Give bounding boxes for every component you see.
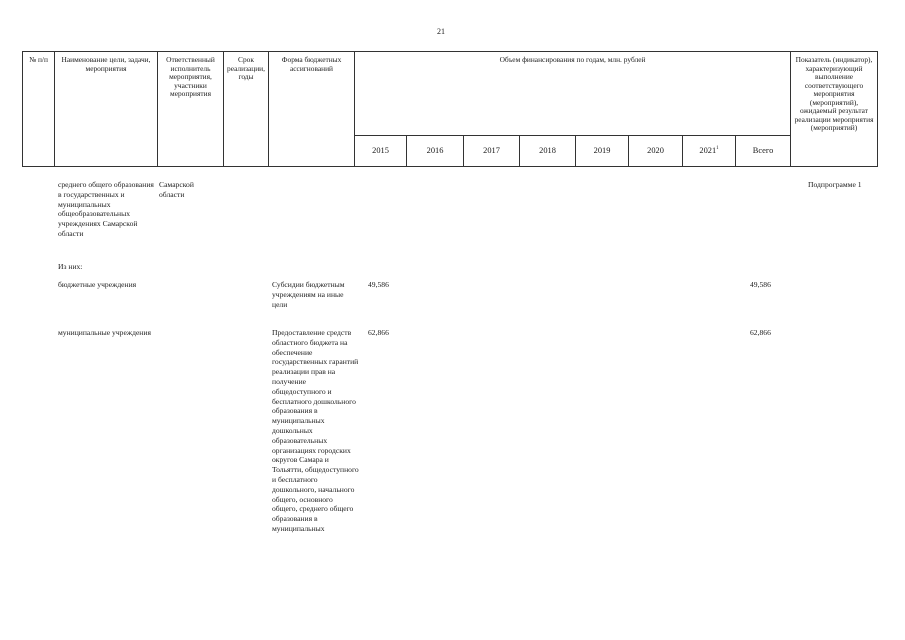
row3-form: Предоставление средств областного бюджета на обеспечение государственных гарантий реализации прав на получение общедоступного и бесплатного дошкольного образования в муниципальных дошкольных образовательных организациях городских округов Самара и Тольятти, общедоступного и бесплатного дошкольного, начального общего, основного общего, среднего общего образования в муниципальных: [272, 328, 359, 533]
header-name: Наименование цели, задачи, мероприятия: [55, 52, 158, 167]
header-period: Срок реализации, годы: [224, 52, 269, 167]
row2-form: Субсидии бюджетным учреждениям на иные цели: [272, 280, 345, 309]
year-2020: 2020: [629, 136, 683, 167]
header-indicator: Показатель (индикатор), характеризующий выполнение соответствующего мероприятия (мероприятий), ожидаемый результат реализации мероприятия (мероприятий): [791, 52, 878, 167]
year-2021: [683, 136, 736, 167]
year-2015: 2015: [355, 136, 407, 167]
row3-value-total: 62,866: [750, 328, 771, 337]
footnote-mark: 1: [716, 146, 719, 152]
year-2018: 2018: [520, 136, 576, 167]
header-form: Форма бюджетных ассигнований: [269, 52, 355, 167]
row2-value-2015: 49,586: [368, 280, 389, 289]
year-2016: 2016: [407, 136, 464, 167]
row2-name: бюджетные учреждения: [58, 280, 137, 289]
row3-name: муниципальные учреждения: [58, 328, 151, 337]
row1-name: среднего общего образования в государственных и муниципальных общеобразовательных учреждениях Самарской области: [58, 180, 154, 238]
page-number: 21: [437, 27, 445, 36]
row2-value-total: 49,586: [750, 280, 771, 289]
header-volume: Объем финансирования по годам, млн. рублей: [355, 52, 791, 136]
header-num: № п/п: [23, 52, 55, 167]
year-2017: 2017: [464, 136, 520, 167]
row1-indicator: Подпрограмме 1: [808, 180, 862, 189]
of-which-label: Из них:: [58, 262, 83, 271]
year-total: Всего: [736, 136, 791, 167]
table-header: [22, 51, 878, 167]
row1-executor: Самарской области: [159, 180, 194, 199]
header-executor: Ответственный исполнитель мероприятия, участники мероприятия: [158, 52, 224, 167]
row3-value-2015: 62,866: [368, 328, 389, 337]
year-2021-label: 2021: [699, 146, 717, 156]
year-2019: 2019: [576, 136, 629, 167]
